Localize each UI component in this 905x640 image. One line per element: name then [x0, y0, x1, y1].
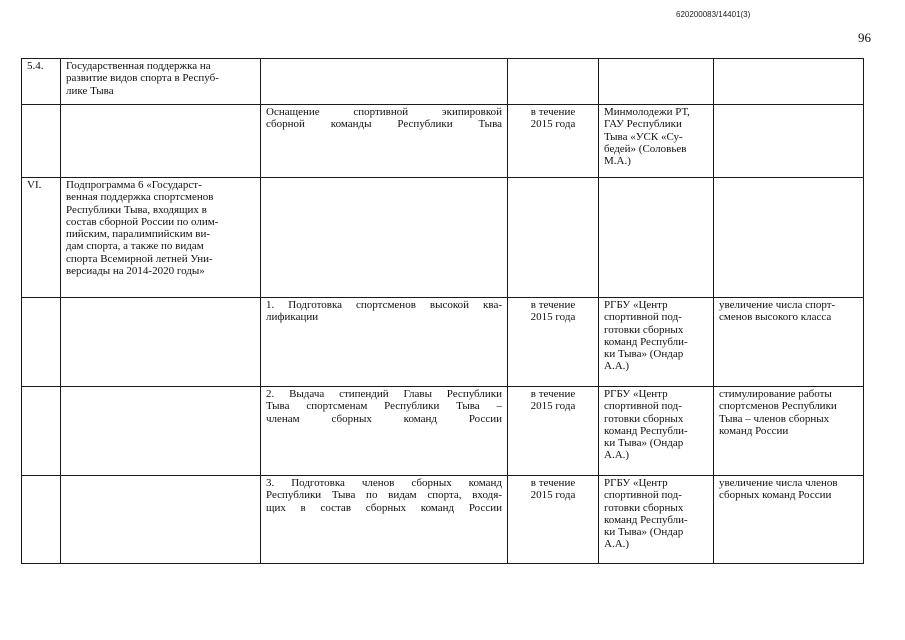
- row-number-cell: [22, 178, 61, 298]
- period-text: в течение 2015 года: [530, 388, 576, 413]
- event-cell: [261, 476, 508, 564]
- table-row: [22, 298, 864, 387]
- executor-cell: [599, 476, 714, 564]
- section-name: Государственная поддержка на развитие видов спорта в Респуб- лике Тыва: [66, 60, 219, 97]
- section-name: Подпрограмма 6 «Государст- венная поддержка спортсменов Республики Тыва, входящих в состав сборной России по олим- пийским, паралимпийским ви- дам спорта, а также по видам спорта Всемирной летней Уни- версиады на 2014-2020 годы»: [66, 179, 219, 278]
- row-number-cell: [22, 476, 61, 564]
- table-row: [22, 178, 864, 298]
- row-number-cell: [22, 298, 61, 387]
- period-cell: [508, 178, 599, 298]
- row-number-cell: [22, 387, 61, 476]
- row-number: VI.: [27, 179, 42, 191]
- period-cell: [508, 105, 599, 178]
- period-cell: [508, 59, 599, 105]
- table-row: [22, 387, 864, 476]
- event-cell: [261, 105, 508, 178]
- result-text: увеличение числа членов сборных команд России: [719, 477, 838, 502]
- result-cell: [714, 298, 864, 387]
- event-text: 3. Подготовка членов сборных команд Республики Тыва по видам спорта, входя- щих в состав сборных команд России: [266, 477, 502, 514]
- event-text: 1. Подготовка спортсменов высокой ква- лификации: [266, 299, 502, 324]
- result-cell: [714, 59, 864, 105]
- section-name-cell: [61, 298, 261, 387]
- period-cell: [508, 387, 599, 476]
- result-cell: [714, 178, 864, 298]
- row-number-cell: [22, 59, 61, 105]
- executor-text: РГБУ «Центр спортивной под- готовки сборных команд Республи- ки Тыва» (Ондар А.А.): [604, 477, 688, 551]
- document-id: 620200083/14401(3): [676, 10, 751, 19]
- event-cell: [261, 59, 508, 105]
- row-number: 5.4.: [27, 60, 44, 72]
- period-text: в течение 2015 года: [530, 477, 576, 502]
- period-text: в течение 2015 года: [530, 299, 576, 324]
- executor-cell: [599, 387, 714, 476]
- executor-text: РГБУ «Центр спортивной под- готовки сборных команд Республи- ки Тыва» (Ондар А.А.): [604, 388, 688, 462]
- program-table: [21, 58, 864, 564]
- executor-text: Минмолодежи РТ, ГАУ Республики Тыва «УСК «Су- бедей» (Соловьев М.А.): [604, 106, 690, 168]
- row-number-cell: [22, 105, 61, 178]
- section-name-cell: [61, 59, 261, 105]
- event-text: Оснащение спортивной экипировкой сборной команды Республики Тыва: [266, 106, 502, 131]
- program-table-body: [22, 59, 864, 564]
- section-name-cell: [61, 387, 261, 476]
- section-name-cell: [61, 105, 261, 178]
- event-cell: [261, 298, 508, 387]
- result-text: увеличение числа спорт- сменов высокого класса: [719, 299, 836, 324]
- executor-cell: [599, 178, 714, 298]
- executor-cell: [599, 59, 714, 105]
- section-name-cell: [61, 178, 261, 298]
- result-cell: [714, 105, 864, 178]
- event-text: 2. Выдача стипендий Главы Республики Тыва спортсменам Республики Тыва – членам сборных команд России: [266, 388, 502, 425]
- page-number: 96: [858, 30, 871, 45]
- period-cell: [508, 476, 599, 564]
- section-name-cell: [61, 476, 261, 564]
- result-cell: [714, 387, 864, 476]
- executor-cell: [599, 105, 714, 178]
- result-text: стимулирование работы спортсменов Республики Тыва – членов сборных команд России: [719, 388, 837, 437]
- executor-cell: [599, 298, 714, 387]
- executor-text: РГБУ «Центр спортивной под- готовки сборных команд Республи- ки Тыва» (Ондар А.А.): [604, 299, 688, 373]
- period-cell: [508, 298, 599, 387]
- event-cell: [261, 387, 508, 476]
- table-row: [22, 476, 864, 564]
- event-cell: [261, 178, 508, 298]
- table-row: [22, 105, 864, 178]
- period-text: в течение 2015 года: [530, 106, 576, 131]
- table-row: [22, 59, 864, 105]
- result-cell: [714, 476, 864, 564]
